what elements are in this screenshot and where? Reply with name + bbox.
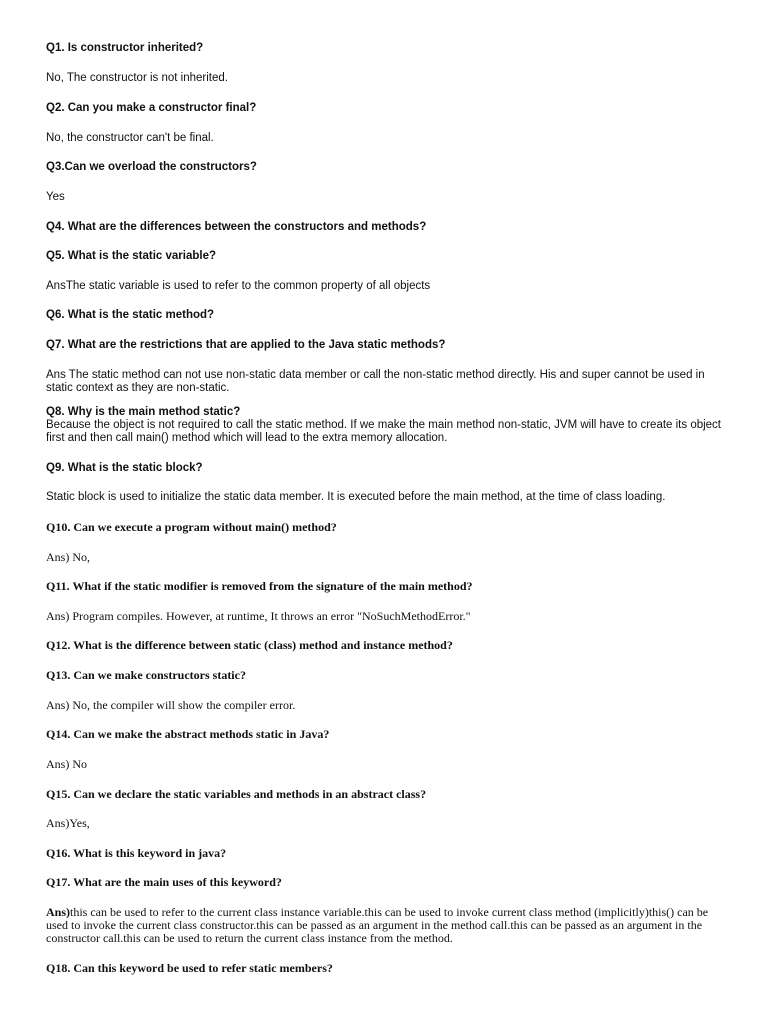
answer-11: Ans) Program compiles. However, at runtime, It throws an error "NoSuchMethodError." (46, 609, 471, 623)
question-1: Q1. Is constructor inherited? (46, 42, 204, 54)
question-13: Q13. Can we make constructors static? (46, 668, 246, 682)
answer-10: Ans) No, (46, 550, 90, 564)
answer-3: Yes (46, 191, 65, 203)
answer-5: AnsThe static variable is used to refer to the common property of all objects (46, 280, 431, 292)
question-8: Q8. Why is the main method static? (46, 406, 241, 418)
question-9: Q9. What is the static block? (46, 462, 203, 474)
answer-2: No, the constructor can't be final. (46, 132, 214, 144)
answer-14: Ans) No (46, 757, 87, 771)
question-10: Q10. Can we execute a program without main() method? (46, 520, 337, 534)
question-6: Q6. What is the static method? (46, 309, 215, 321)
question-15: Q15. Can we declare the static variables and methods in an abstract class? (46, 787, 427, 801)
answer-17-prefix: Ans) (46, 905, 71, 919)
question-11: Q11. What if the static modifier is removed from the signature of the main method? (46, 579, 473, 593)
answer-17-text: this can be used to refer to the current class instance variable.this can be used to invoke current class method (implicitly)this() can be used to invoke the current class constructor.this can be passed as an argument in the method call.this can be passed as an argument in the constructor call.this can be used to return the current class instance from the method. (46, 905, 709, 945)
question-12: Q12. What is the difference between static (class) method and instance method? (46, 638, 453, 652)
answer-17 (46, 906, 726, 945)
question-16: Q16. What is this keyword in java? (46, 846, 227, 860)
answer-8: Because the object is not required to call the static method. If we make the main method non-static, JVM will have to create its object first and then call main() method which will lead to the extra memory allocation. (46, 419, 722, 444)
answer-9: Static block is used to initialize the static data member. It is executed before the main method, at the time of class loading. (46, 491, 666, 503)
question-18: Q18. Can this keyword be used to refer static members? (46, 961, 333, 975)
answer-7: Ans The static method can not use non-static data member or call the non-static method directly. His and super cannot be used in static context as they are non-static. (46, 369, 705, 394)
question-3: Q3.Can we overload the constructors? (46, 161, 257, 173)
answer-15: Ans)Yes, (46, 816, 90, 830)
question-5: Q5. What is the static variable? (46, 250, 216, 262)
question-14: Q14. Can we make the abstract methods static in Java? (46, 727, 330, 741)
answer-13: Ans) No, the compiler will show the compiler error. (46, 698, 296, 712)
question-7: Q7. What are the restrictions that are applied to the Java static methods? (46, 339, 446, 351)
question-4: Q4. What are the differences between the constructors and methods? (46, 221, 427, 233)
question-2: Q2. Can you make a constructor final? (46, 102, 257, 114)
question-17: Q17. What are the main uses of this keyword? (46, 875, 282, 889)
answer-1: No, The constructor is not inherited. (46, 72, 228, 84)
